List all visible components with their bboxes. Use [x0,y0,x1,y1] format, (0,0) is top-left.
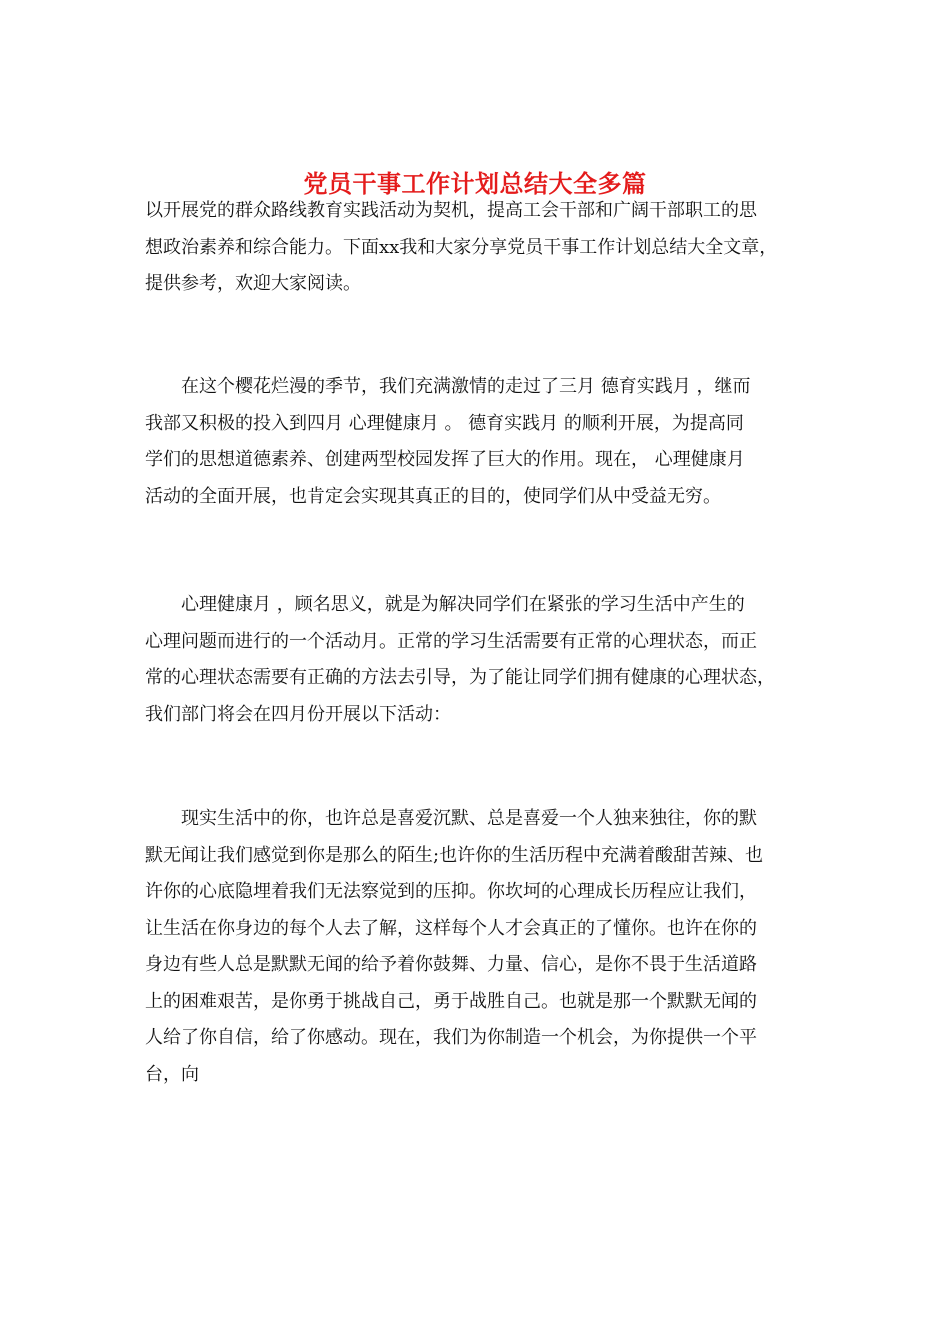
text-line: 现实生活中的你，也许总是喜爱沉默、总是喜爱一个人独来独往，你的默 [145,808,757,829]
text-line: 心理问题而进行的一个活动月。正常的学习生活需要有正常的心理状态，而正 [145,630,757,652]
paragraph-season [145,369,815,515]
text-line: 学们的思想道德素养、创建两型校园发挥了巨大的作用。现在， 心理健康月 [145,449,745,470]
paragraph-real-life [145,801,815,1093]
document-title: 党员干事工作计划总结大全多篇 [303,169,647,199]
text-line: 上的困难艰苦，是你勇于挑战自己，勇于战胜自己。也就是那一个默默无闻的 [145,990,757,1012]
text-line: 身边有些人总是默默无闻的给予着你鼓舞、力量、信心，是你不畏于生活道路 [145,954,757,975]
text-line: 默无闻让我们感觉到你是那么的陌生;也许你的生活历程中充满着酸甜苦辣、也 [145,844,764,866]
text-line: 人给了你自信，给了你感动。现在，我们为你制造一个机会，为你提供一个平 [145,1027,757,1048]
text-line: 心理健康月 ，顾名思义，就是为解决同学们在紧张的学习生活中产生的 [145,594,745,615]
text-line: 常的心理状态需要有正确的方法去引导，为了能让同学们拥有健康的心理状态， [145,667,775,688]
text-line: 让生活在你身边的每个人去了解，这样每个人才会真正的了懂你。也许在你的 [145,917,757,939]
text-line: 提供参考，欢迎大家阅读。 [145,273,361,294]
text-line: 想政治素养和综合能力。下面xx我和大家分享党员干事工作计划总结大全文章， [145,236,778,258]
text-line: 我们部门将会在四月份开展以下活动： [145,703,451,725]
text-line: 许你的心底隐埋着我们无法察觉到的压抑。你坎坷的心理成长历程应让我们， [145,881,757,902]
text-line: 台，向 [145,1063,199,1085]
text-line: 活动的全面开展，也肯定会实现其真正的目的，使同学们从中受益无穷。 [145,485,721,507]
text-line: 以开展党的群众路线教育实践活动为契机，提高工会干部和广阔干部职工的思 [145,200,757,221]
text-line: 我部又积极的投入到四月 心理健康月 。 德育实践月 的顺利开展，为提高同 [145,412,744,434]
text-line: 在这个樱花烂漫的季节，我们充满激情的走过了三月 德育实践月 ，继而 [145,376,751,397]
paragraph-intro [145,193,815,303]
paragraph-mental-health [145,587,815,733]
